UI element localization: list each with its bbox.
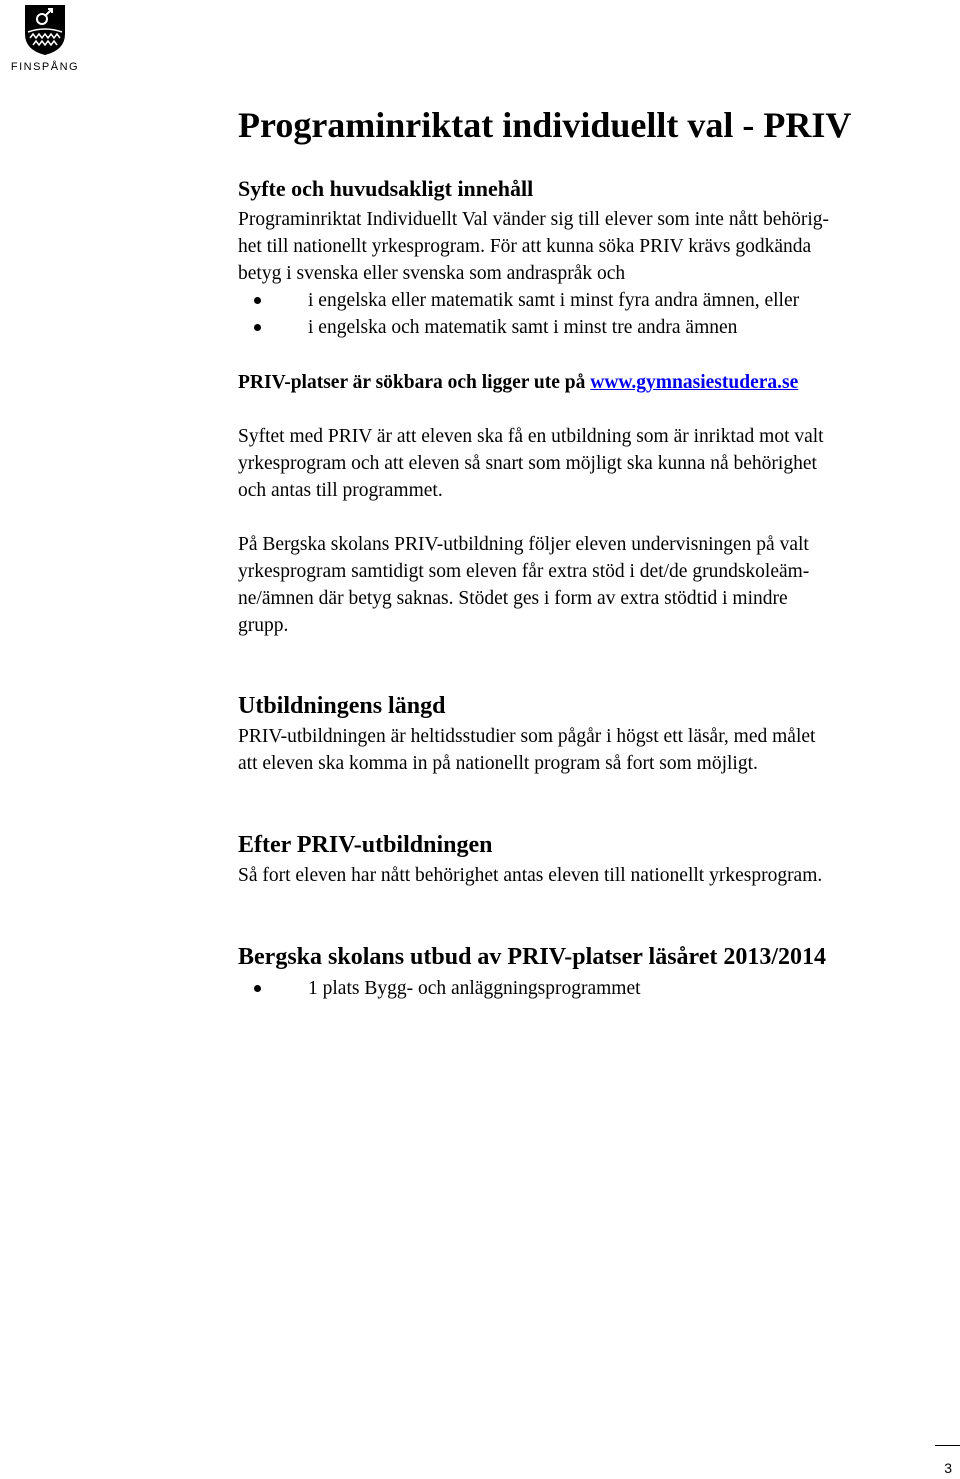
text-line: yrkesprogram och att eleven så snart som möjligt ska kunna nå behörighet <box>238 453 817 474</box>
text-line: att eleven ska komma in på nationellt program så fort som möjligt. <box>238 753 758 774</box>
text-line: betyg i svenska eller svenska som andraspråk och <box>238 263 626 284</box>
section-heading-offer: Bergska skolans utbud av PRIV-platser läsåret 2013/2014 <box>238 944 827 970</box>
bullet-icon <box>254 324 261 331</box>
list-item: i engelska eller matematik samt i minst fyra andra ämnen, eller <box>238 287 799 314</box>
logo-text: FINSPÅNG <box>10 61 80 73</box>
text-line: På Bergska skolans PRIV-utbildning följer eleven undervisningen på valt <box>238 534 809 555</box>
finspang-logo <box>4 4 86 76</box>
finspang-coat-of-arms-icon <box>24 4 66 56</box>
text-line: och antas till programmet. <box>238 480 443 501</box>
intro-paragraph <box>238 206 938 287</box>
purpose-paragraph <box>238 423 938 504</box>
application-info <box>238 369 798 396</box>
text-line: Så fort eleven har nått behörighet antas eleven till nationellt yrkesprogram. <box>238 865 823 886</box>
list-item: 1 plats Bygg- och anläggningsprogrammet <box>238 975 641 1002</box>
footer-divider <box>935 1445 960 1446</box>
bullet-icon <box>254 985 261 992</box>
application-info-text: PRIV-platser är sökbara och ligger ute på <box>238 372 591 393</box>
page-title: Programinriktat individuellt val - PRIV <box>238 105 852 145</box>
section-heading-purpose: Syfte och huvudsakligt innehåll <box>238 176 534 201</box>
text-line: grupp. <box>238 615 289 636</box>
list-item: i engelska och matematik samt i minst tre andra ämnen <box>238 314 799 341</box>
bullet-icon <box>254 297 261 304</box>
text-line: het till nationellt yrkesprogram. För att kunna söka PRIV krävs godkända <box>238 236 812 257</box>
text-line: yrkesprogram samtidigt som eleven får extra stöd i det/de grundskoleäm- <box>238 561 810 582</box>
text-line: Programinriktat Individuellt Val vänder sig till elever som inte nått behörig- <box>238 209 830 230</box>
section-heading-after: Efter PRIV-utbildningen <box>238 832 493 858</box>
page-number: 3 <box>944 1460 952 1476</box>
requirements-list <box>238 287 799 341</box>
after-paragraph <box>238 862 938 889</box>
length-paragraph <box>238 723 938 777</box>
text-line: ne/ämnen där betyg saknas. Stödet ges i form av extra stödtid i mindre <box>238 588 788 609</box>
section-heading-length: Utbildningens längd <box>238 693 446 719</box>
bergska-paragraph <box>238 531 938 639</box>
text-line: Syftet med PRIV är att eleven ska få en utbildning som är inriktad mot valt <box>238 426 824 447</box>
gymnasiestudera-link[interactable]: www.gymnasiestudera.se <box>590 372 799 393</box>
text-line: PRIV-utbildningen är heltidsstudier som pågår i högst ett läsår, med målet <box>238 726 816 747</box>
offer-list <box>238 975 641 1002</box>
